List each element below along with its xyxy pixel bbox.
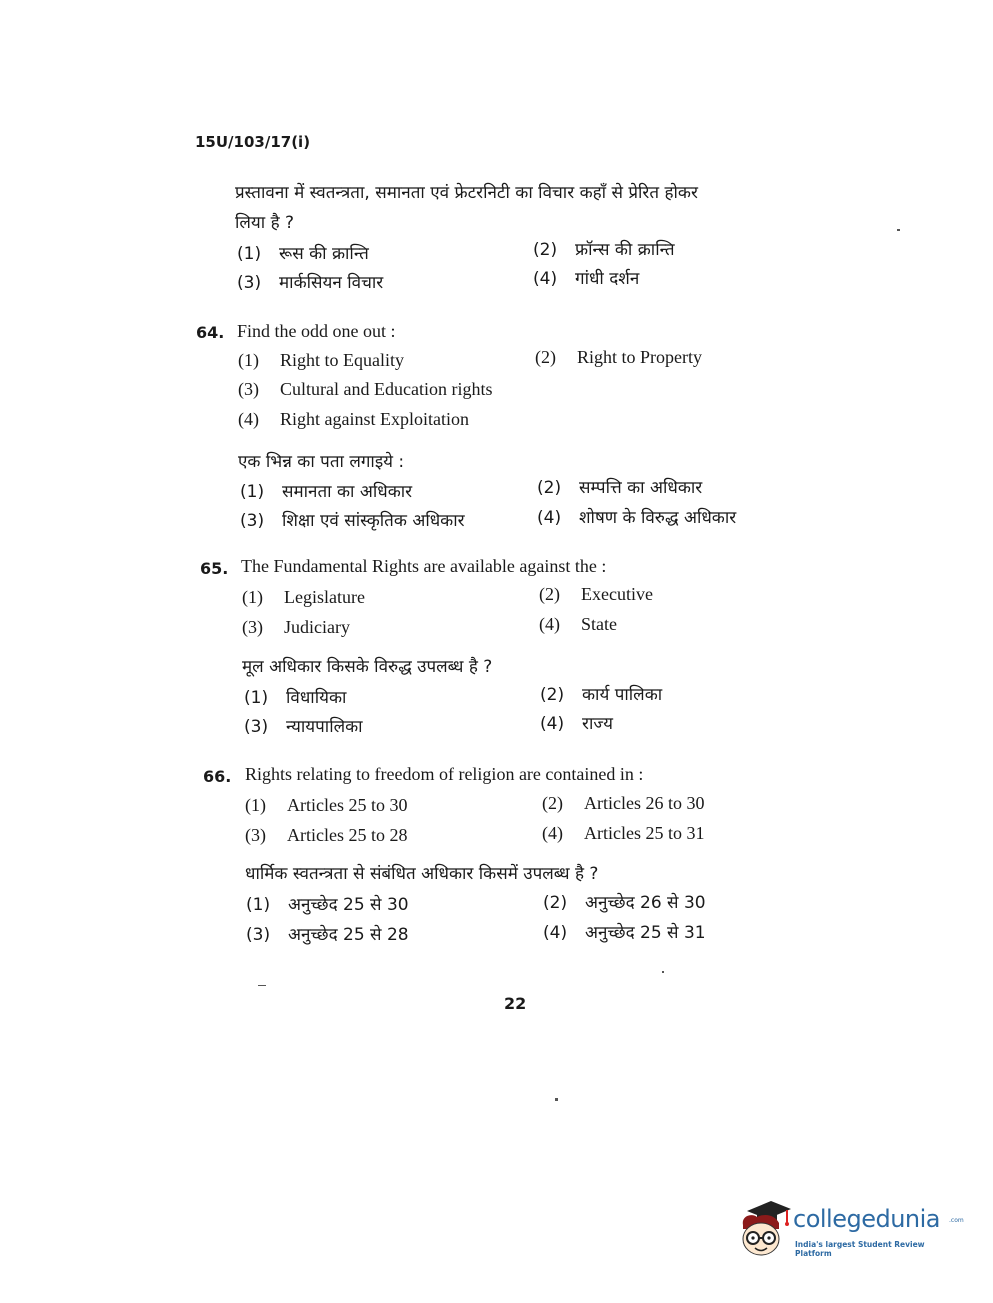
- q66-english-option-2: [542, 793, 704, 814]
- option-number: (1): [244, 688, 269, 708]
- scan-speck: [897, 229, 900, 231]
- q65-english-stem: The Fundamental Rights are available against the :: [241, 556, 607, 576]
- option-number: (4): [533, 269, 558, 289]
- option-text: Legislature: [284, 587, 365, 607]
- option-number: (1): [240, 482, 265, 502]
- option-number: (2): [542, 793, 563, 813]
- q64-hindi-option-1: [240, 479, 412, 502]
- q65-hindi-option-3: [244, 714, 363, 737]
- scan-speck: [555, 1098, 558, 1101]
- student-mascot-icon: [735, 1195, 793, 1265]
- brand-name: collegedunia: [793, 1205, 941, 1233]
- option-number: (1): [246, 895, 271, 915]
- q65-number: 65.: [200, 559, 229, 578]
- q63-hindi-stem-line2: लिया है ?: [235, 213, 295, 233]
- option-text: Judiciary: [284, 617, 350, 637]
- option-number: (2): [537, 478, 562, 498]
- option-text: विधायिका: [286, 688, 347, 708]
- option-number: (3): [242, 617, 263, 637]
- q64-hindi-option-3: [240, 508, 465, 531]
- option-text: Right to Equality: [280, 350, 404, 370]
- option-text: Cultural and Education rights: [280, 379, 493, 399]
- paper-code: 15U/103/17(i): [195, 133, 311, 151]
- option-text: सम्पत्ति का अधिकार: [579, 478, 703, 498]
- option-number: (4): [540, 714, 565, 734]
- option-text: Right against Exploitation: [280, 409, 469, 429]
- option-text: गांधी दर्शन: [575, 269, 640, 289]
- option-number: (4): [238, 409, 259, 429]
- q64-english-option-1: [238, 350, 404, 371]
- q66-english-option-4: [542, 823, 704, 844]
- option-number: (3): [240, 511, 265, 531]
- q66-english-option-1: [245, 795, 407, 816]
- q66-hindi-option-1: [246, 892, 409, 915]
- q64-hindi-stem: एक भिन्न का पता लगाइये :: [238, 452, 405, 472]
- option-text: Executive: [581, 584, 653, 604]
- collegedunia-watermark: [735, 1195, 964, 1270]
- option-text: अनुच्छेद 25 से 28: [288, 925, 409, 945]
- option-text: मार्कसियन विचार: [279, 273, 384, 293]
- option-number: (3): [246, 925, 271, 945]
- option-number: (1): [238, 350, 259, 370]
- option-number: (3): [237, 273, 262, 293]
- q64-english-option-2: [535, 347, 702, 368]
- option-text: राज्य: [582, 714, 613, 734]
- q65-english-option-3: [242, 617, 350, 638]
- q66-hindi-option-4: [543, 920, 706, 943]
- option-number: (3): [244, 717, 269, 737]
- q65-hindi-option-2: [540, 682, 662, 705]
- q65-hindi-option-1: [244, 685, 346, 708]
- option-text: अनुच्छेद 25 से 31: [585, 923, 706, 943]
- brand-tagline: India's largest Student Review Platform: [795, 1240, 925, 1258]
- option-number: (4): [537, 508, 562, 528]
- option-text: कार्य पालिका: [582, 685, 663, 705]
- option-number: (2): [543, 893, 568, 913]
- q63-hindi-stem-line1: प्रस्तावना में स्वतन्त्रता, समानता एवं फ्रेटरनिटी का विचार कहाँ से प्रेरित होकर: [235, 183, 698, 203]
- q64-number: 64.: [196, 323, 225, 342]
- q66-english-option-3: [245, 825, 407, 846]
- scan-speck: [662, 971, 664, 973]
- q63-hindi-option-3: [237, 270, 383, 293]
- option-text: शोषण के विरुद्ध अधिकार: [579, 508, 737, 528]
- option-text: Articles 25 to 28: [287, 825, 408, 845]
- option-text: Articles 25 to 30: [287, 795, 408, 815]
- q64-english-option-3: [238, 379, 492, 400]
- option-number: (4): [539, 614, 560, 634]
- option-number: (1): [242, 587, 263, 607]
- scan-speck: [258, 985, 266, 986]
- option-text: शिक्षा एवं सांस्कृतिक अधिकार: [282, 511, 465, 531]
- option-number: (2): [539, 584, 560, 604]
- q66-hindi-stem: धार्मिक स्वतन्त्रता से संबंधित अधिकार किसमें उपलब्ध है ?: [245, 864, 599, 884]
- option-number: (3): [245, 825, 266, 845]
- q65-hindi-stem: मूल अधिकार किसके विरुद्ध उपलब्ध है ?: [242, 657, 493, 677]
- option-text: न्यायपालिका: [286, 717, 363, 737]
- option-text: Right to Property: [577, 347, 702, 367]
- q64-english-option-4: [238, 409, 469, 430]
- option-text: अनुच्छेद 26 से 30: [585, 893, 706, 913]
- q65-english-option-1: [242, 587, 365, 608]
- option-number: (2): [535, 347, 556, 367]
- q66-english-stem: Rights relating to freedom of religion are contained in :: [245, 764, 644, 784]
- option-text: Articles 25 to 31: [584, 823, 705, 843]
- option-text: फ्रॉन्स की क्रान्ति: [575, 240, 675, 260]
- option-text: समानता का अधिकार: [282, 482, 413, 502]
- option-number: (2): [540, 685, 565, 705]
- q65-english-option-2: [539, 584, 653, 605]
- q64-english-stem: Find the odd one out :: [237, 321, 396, 341]
- option-text: Articles 26 to 30: [584, 793, 705, 813]
- q65-english-option-4: [539, 614, 617, 635]
- option-number: (1): [237, 244, 262, 264]
- q63-hindi-option-1: [237, 241, 369, 264]
- q64-hindi-option-2: [537, 475, 702, 498]
- q66-hindi-option-2: [543, 890, 706, 913]
- option-text: रूस की क्रान्ति: [279, 244, 369, 264]
- option-number: (3): [238, 379, 259, 399]
- option-text: State: [581, 614, 617, 634]
- brand-domain-suffix: .com: [949, 1217, 964, 1224]
- q66-hindi-option-3: [246, 922, 409, 945]
- page-number: 22: [504, 994, 527, 1013]
- q65-hindi-option-4: [540, 711, 613, 734]
- option-text: अनुच्छेद 25 से 30: [288, 895, 409, 915]
- option-number: (4): [542, 823, 563, 843]
- option-number: (4): [543, 923, 568, 943]
- q63-hindi-option-4: [533, 266, 639, 289]
- option-number: (2): [533, 240, 558, 260]
- q64-hindi-option-4: [537, 505, 736, 528]
- option-number: (1): [245, 795, 266, 815]
- q63-hindi-option-2: [533, 237, 675, 260]
- q66-number: 66.: [203, 767, 232, 786]
